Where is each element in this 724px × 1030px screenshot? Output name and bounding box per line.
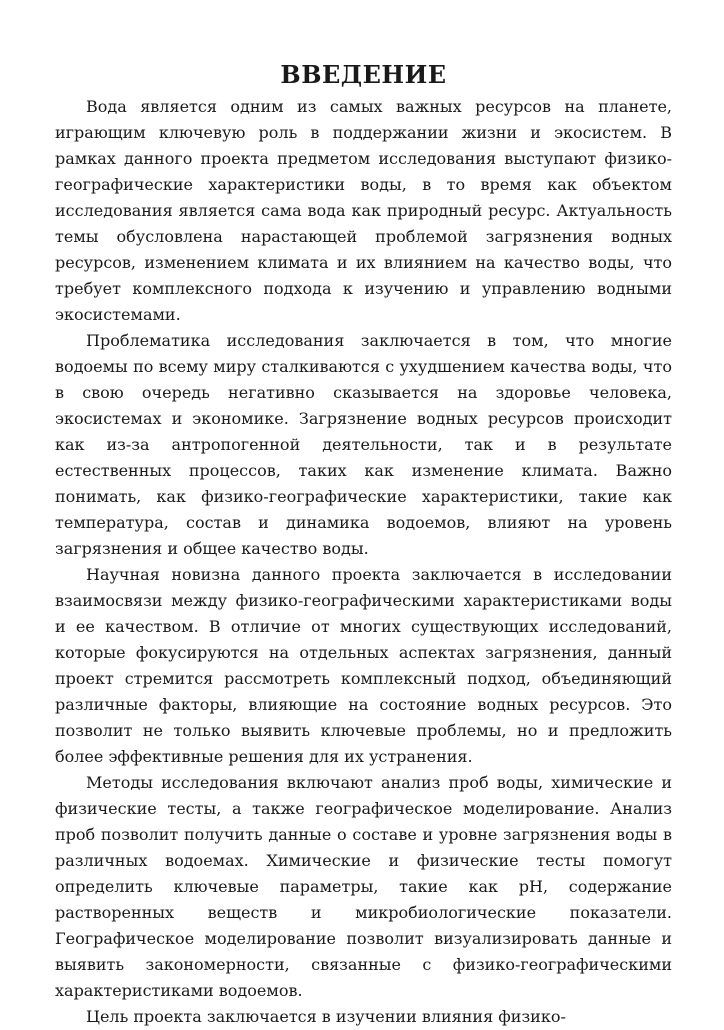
paragraph-methods: Методы исследования включают анализ проб воды, химические и физические тесты, а также географическое моделирование. Анализ проб позволит получить данные о составе и уровне загрязнения воды в различных водоемах. Химические и физические тесты помогут определить ключевые параметры, такие как pH, содержание растворенных веществ и микробиологические показатели. Географическое моделирование позволит визуализировать данные и выявить закономерности, связанные с физико-географическими характеристиками водоемов. bbox=[55, 773, 672, 1000]
page-title: ВВЕДЕНИЕ bbox=[280, 60, 447, 89]
paragraph-relevance: Вода является одним из самых важных ресурсов на планете, играющим ключевую роль в поддержании жизни и экосистем. В рамках данного проекта предметом исследования выступают физико-географические характеристики воды, в то время как объектом исследования является сама вода как природный ресурс. Актуальность темы обусловлена нарастающей проблемой загрязнения водных ресурсов, изменением климата и их влиянием на качество воды, что требует комплексного подхода к изучению и управлению водными экосистемами. bbox=[55, 97, 672, 324]
paragraph-novelty: Научная новизна данного проекта заключается в исследовании взаимосвязи между физико-географическими характеристиками воды и ее качеством. В отличие от многих существующих исследований, которые фокусируются на отдельных аспектах загрязнения, данный проект стремится рассмотреть комплексный подход, объединяющий различные факторы, влияющие на состояние водных ресурсов. Это позволит не только выявить ключевые проблемы, но и предложить более эффективные решения для их устранения. bbox=[55, 565, 672, 766]
paragraph-problem: Проблематика исследования заключается в том, что многие водоемы по всему миру сталкиваются с ухудшением качества воды, что в свою очередь негативно сказывается на здоровье человека, экосистемах и экономике. Загрязнение водных ресурсов происходит как из-за антропогенной деятельности, так и в результате естественных процессов, таких как изменение климата. Важно понимать, как физико-географические характеристики, такие как температура, состав и динамика водоемов, влияют на уровень загрязнения и общее качество воды. bbox=[55, 331, 672, 558]
paragraph-goal: Цель проекта заключается в изучении влияния физико- bbox=[86, 1007, 566, 1026]
